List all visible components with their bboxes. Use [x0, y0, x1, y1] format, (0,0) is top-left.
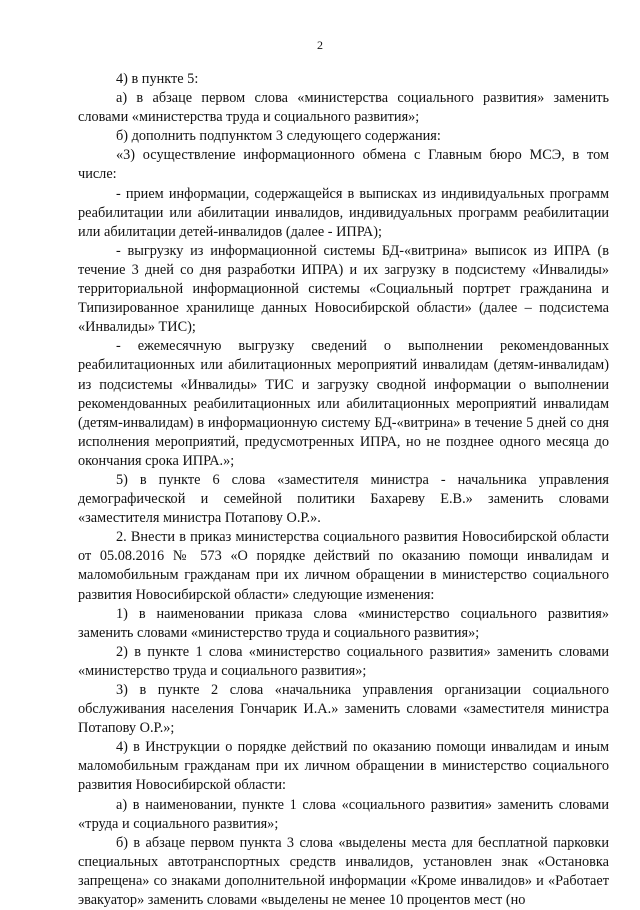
paragraph: б) дополнить подпунктом 3 следующего содержания:	[116, 128, 441, 145]
paragraph: 5) в пункте 6 слова «заместителя министра - начальника управления демографической и семейной политики Бахареву Е.В.» заменить словами «заместителя министра Потапову О.Р.».	[78, 471, 609, 527]
paragraph: «3) осуществление информационного обмена с Главным бюро МСЭ, в том числе:	[78, 147, 609, 183]
paragraph: а) в абзаце первом слова «министерства социального развития» заменить словами «министерства труда и социального развития»;	[78, 90, 609, 126]
page-number: 2	[317, 38, 323, 52]
paragraph: - выгрузку из информационной системы БД-«витрина» выписок из ИПРА (в течение 3 дней со дня разработки ИПРА) и их загрузку в подсистему «Инвалиды» территориальной информационной системы «Социальный портрет гражданина и Типизированное хранилище данных Новосибирской области» (далее – подсистема «Инвалиды» ТИС);	[78, 242, 609, 336]
paragraph: 2) в пункте 1 слова «министерство социального развития» заменить словами «министерство труда и социального развития»;	[78, 643, 609, 679]
paragraph: 1) в наименовании приказа слова «министерство социального развития» заменить словами «министерство труда и социального развития»;	[78, 605, 609, 641]
paragraph: 3) в пункте 2 слова «начальника управления организации социального обслуживания населения Гончарик И.А.» заменить словами «заместителя министра Потапову О.Р.»;	[78, 682, 609, 737]
document-body	[78, 70, 609, 910]
paragraph: а) в наименовании, пункте 1 слова «социального развития» заменить словами «труда и социального развития»;	[78, 796, 609, 832]
paragraph: 2. Внести в приказ министерства социального развития Новосибирской области от 05.08.2016 № 573 «О порядке действий по оказанию помощи инвалидам и маломобильным гражданам при их личном обращении в министерство социального развития Новосибирской области» следующие изменения:	[78, 529, 609, 603]
paragraph: 4) в Инструкции о порядке действий по оказанию помощи инвалидам и иным маломобильным гражданам при их личном обращении в министерство социального развития Новосибирской области:	[78, 739, 609, 794]
paragraph: - прием информации, содержащейся в выписках из индивидуальных программ реабилитации или абилитации инвалидов, индивидуальных программ реабилитации или абилитации детей-инвалидов (далее - ИПРА);	[78, 185, 609, 240]
paragraph: 4) в пункте 5:	[116, 71, 199, 87]
paragraph: - ежемесячную выгрузку сведений о выполнении рекомендованных реабилитационных или абилитационных мероприятий инвалидам (детям-инвалидам) из подсистемы «Инвалиды» ТИС и загрузку сводной информации о выполнении рекомендованных реабилитационных или абилитационных мероприятий инвалидам (детям-инвалидам) в информационную систему БД-«витрина» в течение 5 дней со дня исполнения мероприятий, предусмотренных ИПРА, но не позднее одного месяца до окончания срока ИПРА.»;	[78, 338, 609, 469]
paragraph: б) в абзаце первом пункта 3 слова «выделены места для бесплатной парковки специальных автотранспортных средств инвалидов, установлен знак «Остановка запрещена» со знаками дополнительной информации «Кроме инвалидов» и «Работает эвакуатор» заменить словами «выделены не менее 10 процентов мест (но	[78, 834, 609, 909]
